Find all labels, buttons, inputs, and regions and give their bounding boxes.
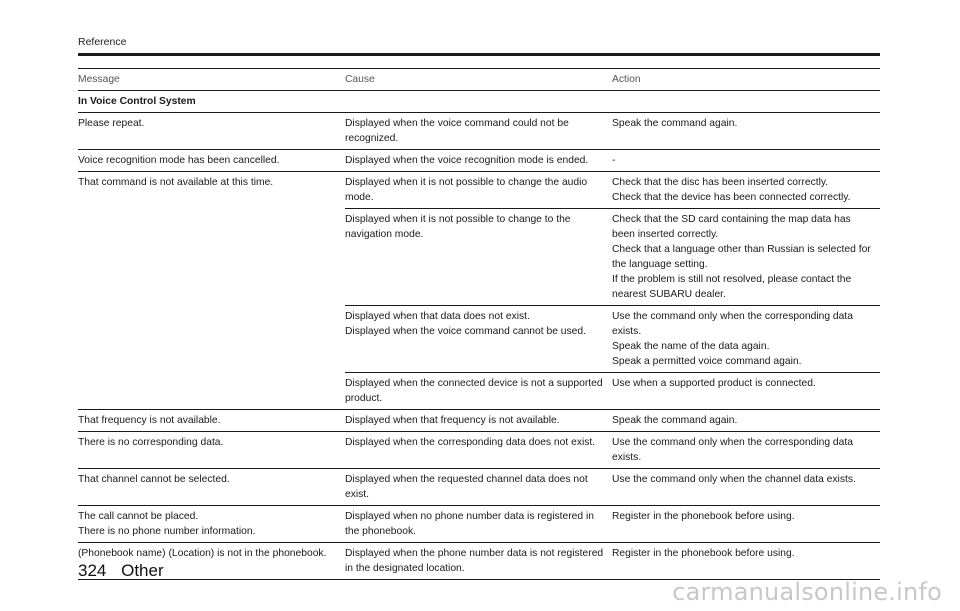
action-cell [612,543,880,580]
action-text: Check that the SD card containing the map data has been inserted correctly. [612,214,851,240]
cause-text: Displayed when the phone number data is not registered in the designated location. [345,548,604,574]
cause-text: Displayed when that frequency is not available. [345,415,560,426]
message-cell [78,410,345,432]
action-text: Register in the phonebook before using. [612,511,795,522]
action-text: Check that a language other than Russian is selected for the language setting. [612,244,871,270]
message-table [78,68,880,580]
group-title: In Voice Control System [78,91,880,113]
cause-text: Displayed when the voice command cannot be used. [345,326,586,337]
action-cell [612,150,880,172]
action-text: Speak a permitted voice command again. [612,356,802,367]
table-row [78,172,880,209]
action-text: Use when a supported product is connected. [612,378,816,389]
table-row [78,150,880,172]
message-cell [78,172,345,410]
cause-cell [345,209,612,306]
action-cell [612,306,880,373]
message-text: That frequency is not available. [78,415,221,426]
cause-text: Displayed when the voice command could not be recognized. [345,118,569,144]
action-text: Speak the command again. [612,118,738,129]
message-text: Please repeat. [78,118,145,129]
cause-text: Displayed when the voice recognition mode is ended. [345,155,589,166]
group-title-row [78,91,880,113]
cause-cell [345,432,612,469]
message-text: (Phonebook name) (Location) is not in the phonebook. [78,548,327,559]
action-cell [612,172,880,209]
table-row [78,410,880,432]
message-text: That command is not available at this time. [78,177,274,188]
table-header-row [78,69,880,91]
message-cell [78,113,345,150]
action-cell [612,469,880,506]
cause-text: Displayed when the requested channel data does not exist. [345,474,588,500]
action-text: Speak the name of the data again. [612,341,770,352]
header-rule [78,53,880,56]
action-cell [612,432,880,469]
cause-cell [345,373,612,410]
message-cell [78,432,345,469]
page-footer [78,561,164,581]
action-cell [612,113,880,150]
action-text: Register in the phonebook before using. [612,548,795,559]
message-text: There is no corresponding data. [78,437,224,448]
action-cell [612,410,880,432]
cause-cell [345,410,612,432]
table-body [78,91,880,580]
table-row [78,506,880,543]
cause-cell [345,113,612,150]
cause-text: Displayed when no phone number data is registered in the phonebook. [345,511,594,537]
action-text: Check that the device has been connected correctly. [612,192,851,203]
cause-text: Displayed when it is not possible to change the audio mode. [345,177,588,203]
cause-text: Displayed when that data does not exist. [345,311,530,322]
cause-cell [345,172,612,209]
message-table-container [78,68,880,580]
action-cell [612,373,880,410]
message-cell [78,150,345,172]
cause-cell [345,306,612,373]
section-label: Reference [78,36,127,48]
table-row [78,432,880,469]
table-row [78,113,880,150]
action-cell [612,209,880,306]
cause-cell [345,150,612,172]
cause-text: Displayed when the connected device is not a supported product. [345,378,603,404]
cause-cell [345,469,612,506]
cause-text: Displayed when it is not possible to change to the navigation mode. [345,214,571,240]
message-text: That channel cannot be selected. [78,474,230,485]
action-text: Speak the command again. [612,415,738,426]
message-cell [78,506,345,543]
chapter-title: Other [121,561,164,580]
action-text: If the problem is still not resolved, please contact the nearest SUBARU dealer. [612,274,852,300]
message-text: The call cannot be placed. [78,511,199,522]
watermark: carmanualsonline.info [672,578,942,606]
message-text: There is no phone number information. [78,526,256,537]
column-header-message: Message [78,69,345,91]
action-text: Use the command only when the channel data exists. [612,474,856,485]
message-cell [78,469,345,506]
action-text: Check that the disc has been inserted correctly. [612,177,829,188]
cause-cell [345,506,612,543]
action-text: Use the command only when the corresponding data exists. [612,311,853,337]
action-text: - [612,155,616,166]
message-text: Voice recognition mode has been cancelled. [78,155,280,166]
column-header-cause: Cause [345,69,612,91]
page-number: 324 [78,561,107,580]
action-cell [612,506,880,543]
table-row [78,469,880,506]
action-text: Use the command only when the corresponding data exists. [612,437,853,463]
cause-cell [345,543,612,580]
cause-text: Displayed when the corresponding data does not exist. [345,437,596,448]
table-row [78,543,880,580]
column-header-action: Action [612,69,880,91]
